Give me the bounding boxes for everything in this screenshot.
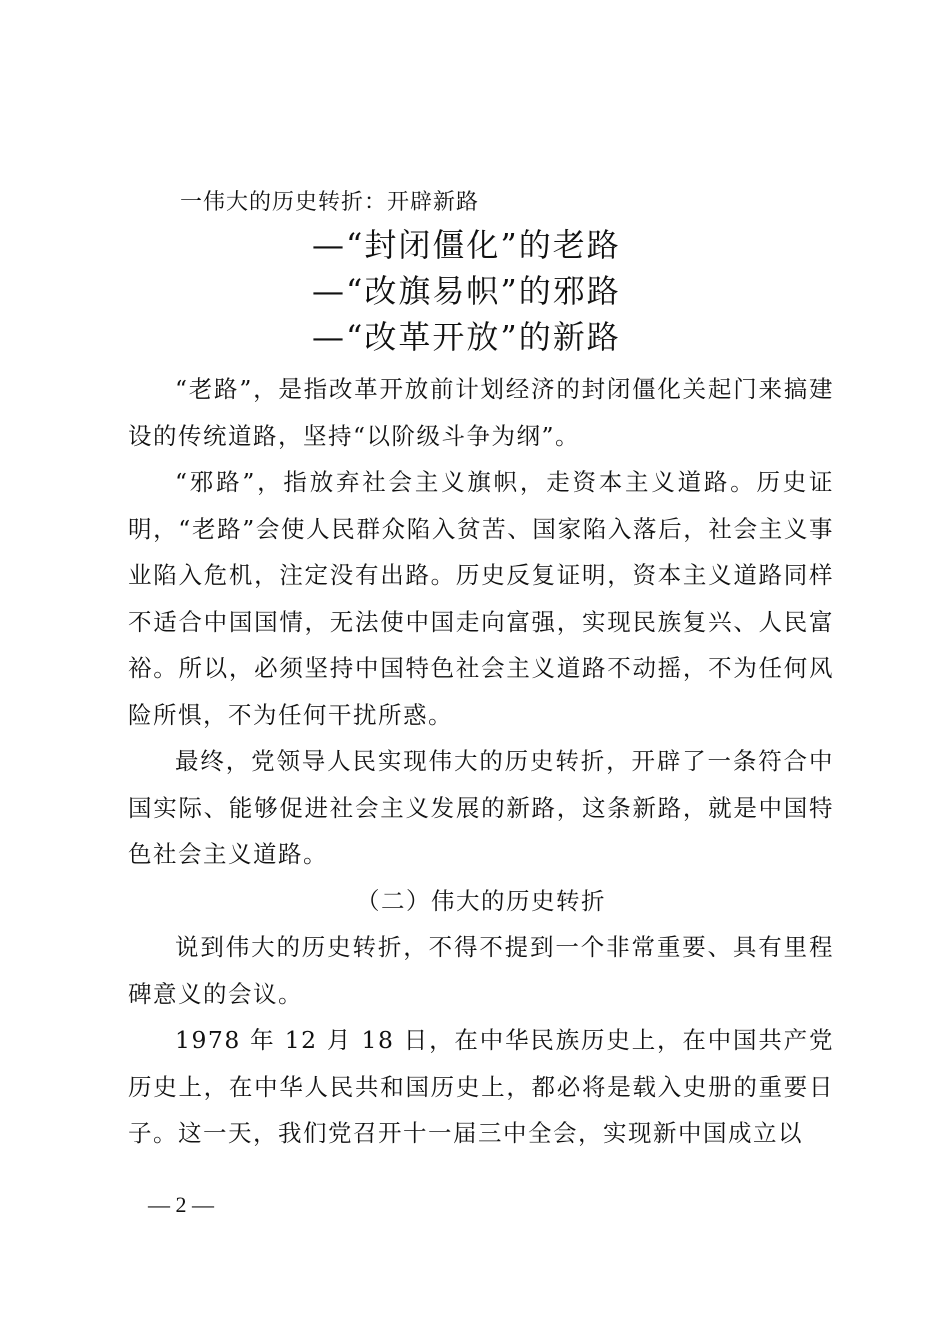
- paragraph-conclusion: 最终，党领导人民实现伟大的历史转折，开辟了一条符合中国实际、能够促进社会主义发展的新路，这条新路，就是中国特色社会主义道路。: [128, 747, 834, 868]
- path-list: [312, 222, 712, 360]
- paragraph-wrong-road: “邪路”，指放弃社会主义旗帜，走资本主义道路。历史证明，“老路”会使人民群众陷入贫苦、国家陷入落后，社会主义事业陷入危机，注定没有出路。历史反复证明，资本主义道路同样不适合中国国情，无法使中国走向富强，实现民族复兴、人民富裕。所以，必须坚持中国特色社会主义道路不动摇，不为任何风险所惧，不为任何干扰所惑。: [128, 468, 834, 729]
- path-item-wrong-road: —“改旗易帜”的邪路: [312, 272, 621, 310]
- section-title: （二）伟大的历史转折: [356, 886, 606, 915]
- page-number: — 2 —: [148, 1192, 214, 1217]
- path-item-old-road: —“封闭僵化”的老路: [312, 226, 621, 264]
- heading-line: 一伟大的历史转折：开辟新路: [180, 190, 480, 215]
- path-item-new-road: —“改革开放”的新路: [312, 318, 621, 356]
- paragraph-turning-point-intro: 说到伟大的历史转折，不得不提到一个非常重要、具有里程碑意义的会议。: [128, 933, 834, 1008]
- paragraph-1978-plenum: 1978 年 12 月 18 日，在中华民族历史上，在中国共产党历史上，在中华人民共和国历史上，都必将是载入史册的重要日子。这一天，我们党召开十一届三中全会，实现新中国成立以: [128, 1026, 834, 1147]
- body-text: [128, 366, 834, 1157]
- paragraph-old-road: “老路”，是指改革开放前计划经济的封闭僵化关起门来搞建设的传统道路，坚持“以阶级斗争为纲”。: [128, 375, 834, 450]
